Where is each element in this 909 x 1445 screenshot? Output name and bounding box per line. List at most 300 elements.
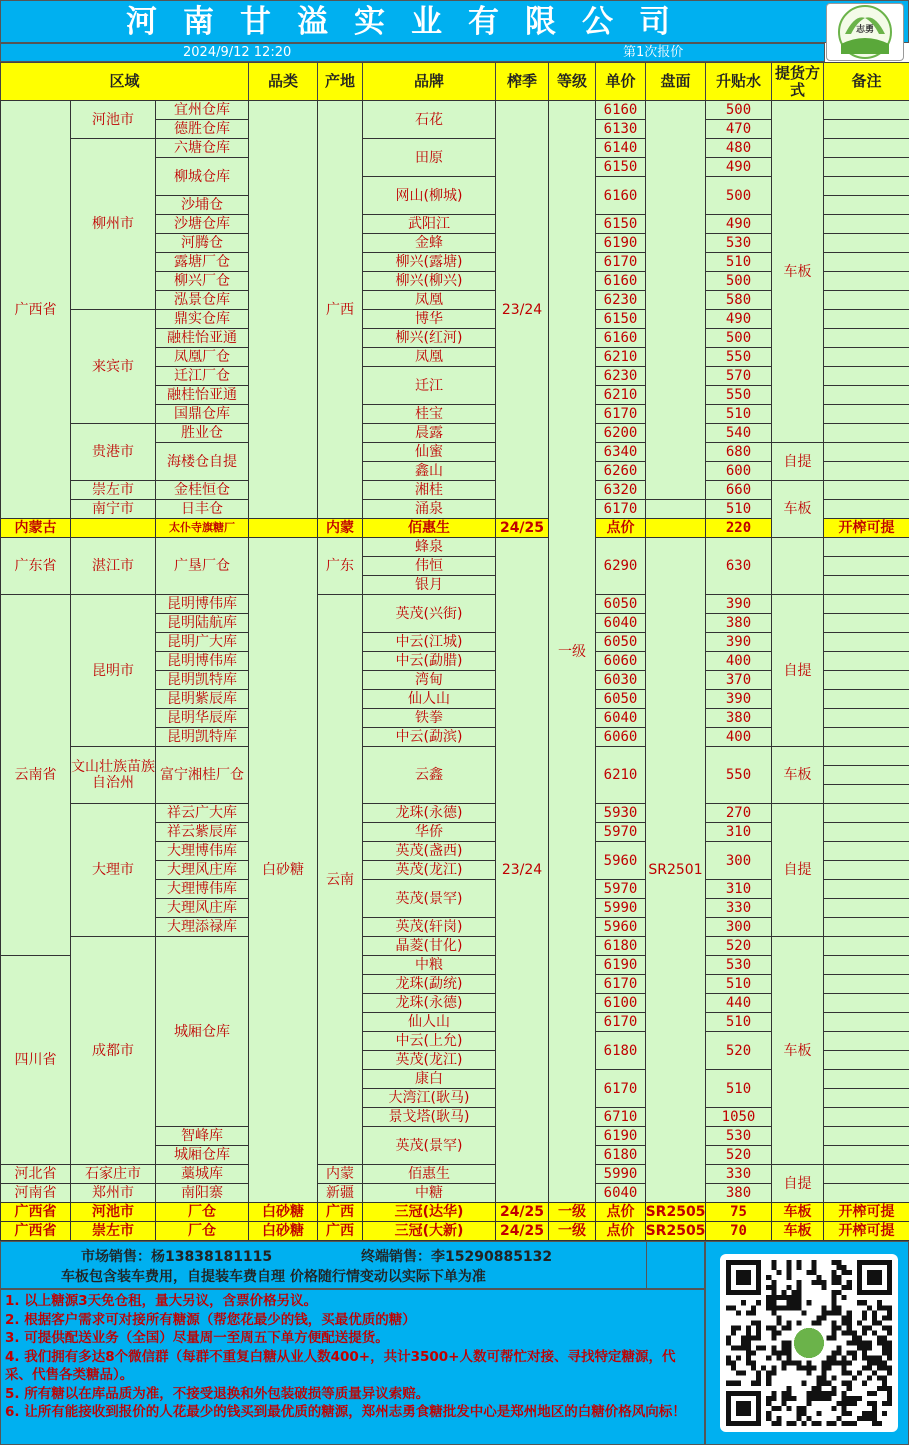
pickup-cell: 车板 bbox=[771, 746, 824, 804]
warehouse-cell: 城厢仓库 bbox=[155, 936, 249, 1127]
remark-cell bbox=[823, 442, 909, 462]
brand-cell: 英茂(龙江) bbox=[362, 860, 496, 880]
spread-cell: 310 bbox=[705, 879, 772, 899]
spread-cell: 510 bbox=[705, 252, 772, 272]
price-cell: 6040 bbox=[595, 613, 646, 633]
futures-cell bbox=[645, 518, 706, 538]
price-cell: 6210 bbox=[595, 347, 646, 367]
remark-cell bbox=[823, 195, 909, 215]
futures-cell: SR2505 bbox=[645, 1223, 706, 1239]
brand-cell: 龙珠(永德) bbox=[362, 993, 496, 1013]
city-cell: 崇左市 bbox=[70, 480, 156, 500]
header-price: 单价 bbox=[595, 62, 646, 101]
remark-cell bbox=[823, 100, 909, 120]
warehouse-cell: 河腾仓 bbox=[155, 233, 249, 253]
city-cell: 成都市 bbox=[70, 936, 156, 1165]
warehouse-cell: 广垦厂仓 bbox=[155, 537, 249, 595]
spread-cell: 400 bbox=[705, 651, 772, 671]
warehouse-cell: 国鼎仓库 bbox=[155, 404, 249, 424]
remark-cell bbox=[823, 328, 909, 348]
price-cell: 6230 bbox=[595, 290, 646, 310]
warehouse-cell: 昆明凯特库 bbox=[155, 670, 249, 690]
remark-cell bbox=[823, 727, 909, 747]
price-cell: 5960 bbox=[595, 917, 646, 937]
remark-cell bbox=[823, 290, 909, 310]
origin-cell: 广东 bbox=[317, 537, 363, 595]
price-cell: 6210 bbox=[595, 385, 646, 405]
brand-cell: 铁拳 bbox=[362, 708, 496, 728]
remark-cell bbox=[823, 841, 909, 861]
brand-cell: 中云(勐滨) bbox=[362, 727, 496, 747]
brand-cell: 银月 bbox=[362, 575, 496, 595]
brand-cell: 柳兴(柳兴) bbox=[362, 271, 496, 291]
warehouse-cell: 六塘仓库 bbox=[155, 138, 249, 158]
brand-cell: 龙珠(永德) bbox=[362, 803, 496, 823]
price-cell: 6290 bbox=[595, 537, 646, 595]
season-cell: 24/25 bbox=[495, 518, 549, 538]
qr-code[interactable] bbox=[720, 1254, 898, 1432]
warehouse-cell: 南阳寨 bbox=[155, 1183, 249, 1203]
term-item: 5. 所有糖以在库品质为准，不接受退换和外包装破损等质量异议索赔。 bbox=[5, 1385, 430, 1402]
company-logo bbox=[826, 3, 904, 61]
spread-cell: 680 bbox=[705, 442, 772, 462]
remark-cell bbox=[823, 803, 909, 823]
warehouse-cell: 昆明华辰库 bbox=[155, 708, 249, 728]
price-cell: 6050 bbox=[595, 632, 646, 652]
brand-cell: 晶菱(甘化) bbox=[362, 936, 496, 956]
warehouse-cell: 柳城仓库 bbox=[155, 157, 249, 196]
brand-cell: 英茂(龙江) bbox=[362, 1050, 496, 1070]
brand-cell: 三冠(达华) bbox=[362, 1202, 496, 1222]
price-cell: 5990 bbox=[595, 1164, 646, 1184]
price-cell: 6340 bbox=[595, 442, 646, 462]
city-cell: 昆明市 bbox=[70, 594, 156, 747]
term-item: 6. 让所有能接收到报价的人花最少的钱买到最优质的糖源，郑州志勇食糖批发中心是郑州地区的白糖价格风向标！ bbox=[5, 1404, 686, 1420]
brand-cell: 桂宝 bbox=[362, 404, 496, 424]
remark-cell bbox=[823, 556, 909, 576]
price-cell: 6100 bbox=[595, 993, 646, 1013]
remark-cell bbox=[823, 309, 909, 329]
spread-cell: 310 bbox=[705, 822, 772, 842]
term-item: 3. 可提供配送业务（全国）尽量周一至周五下单方便配送提货。 bbox=[5, 1330, 389, 1346]
province-cell: 云南省 bbox=[0, 594, 71, 956]
price-cell: 6140 bbox=[595, 138, 646, 158]
quote-round: 第1次报价 bbox=[623, 45, 684, 60]
brand-cell: 英茂(轩岗) bbox=[362, 917, 496, 937]
price-cell: 6170 bbox=[595, 974, 646, 994]
spread-cell: 510 bbox=[705, 404, 772, 424]
city-cell bbox=[70, 518, 156, 538]
price-cell: 点价 bbox=[595, 518, 646, 538]
brand-cell: 仙人山 bbox=[362, 689, 496, 709]
brand-cell: 田原 bbox=[362, 138, 496, 177]
spread-cell: 480 bbox=[705, 138, 772, 158]
spread-cell: 330 bbox=[705, 1164, 772, 1184]
remark-cell bbox=[823, 1183, 909, 1203]
header-brand: 品牌 bbox=[362, 62, 496, 101]
pickup-cell bbox=[771, 537, 824, 595]
page-title: 河南甘溢实业有限公司 bbox=[126, 4, 696, 40]
origin-cell: 广西 bbox=[317, 1221, 363, 1241]
spread-cell: 270 bbox=[705, 803, 772, 823]
pickup-cell: 自提 bbox=[771, 803, 824, 937]
remark-cell bbox=[823, 214, 909, 234]
brand-cell: 蜂泉 bbox=[362, 537, 496, 557]
price-cell: 6180 bbox=[595, 1031, 646, 1070]
brand-cell: 中云(勐腊) bbox=[362, 651, 496, 671]
category-cell bbox=[248, 518, 318, 538]
warehouse-cell: 大理风庄库 bbox=[155, 860, 249, 880]
warehouse-cell: 海楼仓自提 bbox=[155, 442, 249, 481]
price-cell: 6040 bbox=[595, 1183, 646, 1203]
pickup-cell: 车板 bbox=[771, 1202, 824, 1222]
remark-cell bbox=[823, 1107, 909, 1127]
brand-cell: 大湾江(耿马) bbox=[362, 1088, 496, 1108]
remark-cell bbox=[823, 271, 909, 291]
spread-cell: 400 bbox=[705, 727, 772, 747]
brand-cell: 仙蜜 bbox=[362, 442, 496, 462]
season-cell: 24/25 bbox=[495, 1202, 549, 1222]
warehouse-cell: 柳兴厂仓 bbox=[155, 271, 249, 291]
brand-cell: 伟恒 bbox=[362, 556, 496, 576]
spread-cell: 390 bbox=[705, 689, 772, 709]
term-item: 2. 根据客户需求可对接所有糖源（帮您花最少的钱，买最优质的糖） bbox=[5, 1311, 416, 1328]
price-cell: 6190 bbox=[595, 1126, 646, 1146]
warehouse-cell: 金桂恒仓 bbox=[155, 480, 249, 500]
city-cell: 贵港市 bbox=[70, 423, 156, 481]
header-season: 榨季 bbox=[495, 62, 549, 101]
header-grade: 等级 bbox=[548, 62, 596, 101]
futures-main: SR2501 bbox=[645, 537, 706, 1203]
city-cell: 崇左市 bbox=[70, 1221, 156, 1241]
price-table bbox=[0, 62, 909, 1242]
warehouse-cell: 昆明凯特库 bbox=[155, 727, 249, 747]
term-item: 4. 我们拥有多达8个微信群（每群不重复白糖从业人数400+，共计3500+人数可帮忙对接、寻找特定糖源，代采、代售各类糖品）。 bbox=[5, 1348, 676, 1383]
spread-cell: 300 bbox=[705, 917, 772, 937]
remark-cell bbox=[823, 404, 909, 424]
spread-cell: 550 bbox=[705, 385, 772, 405]
pickup-cell: 自提 bbox=[771, 442, 824, 481]
city-cell: 文山壮族苗族自治州 bbox=[70, 746, 156, 804]
header-category: 品类 bbox=[248, 62, 318, 101]
remark-cell bbox=[823, 423, 909, 443]
spread-cell: 580 bbox=[705, 290, 772, 310]
category-cell: 白砂糖 bbox=[248, 1202, 318, 1222]
remark-cell bbox=[823, 499, 909, 519]
warehouse-cell: 富宁湘桂厂仓 bbox=[155, 746, 249, 804]
city-cell: 柳州市 bbox=[70, 138, 156, 310]
brand-cell: 景戈塔(耿马) bbox=[362, 1107, 496, 1127]
header-spread: 升贴水 bbox=[705, 62, 772, 101]
spread-cell: 390 bbox=[705, 632, 772, 652]
origin-cell: 云南 bbox=[317, 594, 363, 1165]
pickup-cell: 车板 bbox=[771, 100, 824, 443]
brand-cell: 网山(柳城) bbox=[362, 176, 496, 215]
price-cell: 6190 bbox=[595, 233, 646, 253]
spread-cell: 380 bbox=[705, 708, 772, 728]
remark-cell bbox=[823, 708, 909, 728]
price-cell: 6160 bbox=[595, 328, 646, 348]
price-cell: 6050 bbox=[595, 689, 646, 709]
origin-cell: 新疆 bbox=[317, 1183, 363, 1203]
remark-cell: 开榨可提 bbox=[823, 518, 909, 538]
remark-cell bbox=[823, 917, 909, 937]
spread-cell: 220 bbox=[705, 518, 772, 538]
remark-cell bbox=[823, 1088, 909, 1108]
remark-cell bbox=[823, 613, 909, 633]
price-cell: 6060 bbox=[595, 727, 646, 747]
spread-cell: 510 bbox=[705, 974, 772, 994]
spread-cell: 390 bbox=[705, 594, 772, 614]
remark-cell bbox=[823, 879, 909, 899]
remark-cell bbox=[823, 993, 909, 1013]
spread-cell: 530 bbox=[705, 233, 772, 253]
warehouse-cell: 鼎实仓库 bbox=[155, 309, 249, 329]
remark-cell bbox=[823, 1050, 909, 1070]
province-cell: 内蒙古 bbox=[0, 518, 71, 538]
price-cell: 6160 bbox=[595, 176, 646, 215]
spread-cell: 490 bbox=[705, 214, 772, 234]
spread-cell: 520 bbox=[705, 936, 772, 956]
warehouse-cell: 融桂怡亚通 bbox=[155, 328, 249, 348]
remark-cell bbox=[823, 480, 909, 500]
warehouse-cell: 祥云广大库 bbox=[155, 803, 249, 823]
spread-cell: 470 bbox=[705, 119, 772, 139]
spread-cell: 510 bbox=[705, 1069, 772, 1108]
remark-cell bbox=[823, 822, 909, 842]
remark-cell bbox=[823, 366, 909, 386]
brand-cell: 英茂(景罕) bbox=[362, 879, 496, 918]
season-cell: 24/25 bbox=[495, 1221, 549, 1241]
warehouse-cell: 宜州仓库 bbox=[155, 100, 249, 120]
origin-cell: 广西 bbox=[317, 1202, 363, 1222]
warehouse-cell: 迁江厂仓 bbox=[155, 366, 249, 386]
spread-cell: 600 bbox=[705, 461, 772, 481]
pickup-cell: 自提 bbox=[771, 1164, 824, 1203]
warehouse-cell: 融桂怡亚通 bbox=[155, 385, 249, 405]
brand-cell: 佰惠生 bbox=[362, 1164, 496, 1184]
city-cell: 郑州市 bbox=[70, 1183, 156, 1203]
header-futures: 盘面 bbox=[645, 62, 706, 101]
spread-cell: 520 bbox=[705, 1031, 772, 1070]
brand-cell: 云鑫 bbox=[362, 746, 496, 804]
price-cell: 点价 bbox=[595, 1221, 646, 1241]
spread-cell: 500 bbox=[705, 271, 772, 291]
price-cell: 6170 bbox=[595, 1012, 646, 1032]
remark-cell bbox=[823, 898, 909, 918]
remark-cell bbox=[823, 974, 909, 994]
spread-cell: 510 bbox=[705, 499, 772, 519]
term-item: 1. 以上糖源3天免仓租，量大另议，含票价格另议。 bbox=[5, 1293, 318, 1309]
remark-cell bbox=[823, 157, 909, 177]
price-cell: 6170 bbox=[595, 404, 646, 424]
brand-cell: 英茂(盏西) bbox=[362, 841, 496, 861]
brand-cell: 英茂(景罕) bbox=[362, 1126, 496, 1165]
header-pickup: 提货方式 bbox=[771, 62, 824, 101]
remark-cell bbox=[823, 689, 909, 709]
price-cell: 6150 bbox=[595, 214, 646, 234]
city-cell: 河池市 bbox=[70, 1202, 156, 1222]
brand-cell: 龙珠(勐统) bbox=[362, 974, 496, 994]
warehouse-cell: 藁城库 bbox=[155, 1164, 249, 1184]
spread-cell: 440 bbox=[705, 993, 772, 1013]
price-cell: 6130 bbox=[595, 119, 646, 139]
spread-cell: 500 bbox=[705, 328, 772, 348]
remark-cell bbox=[823, 632, 909, 652]
spread-cell: 500 bbox=[705, 100, 772, 120]
price-cell: 6210 bbox=[595, 746, 646, 804]
warehouse-cell: 大理博伟库 bbox=[155, 841, 249, 861]
header-remark: 备注 bbox=[823, 62, 909, 101]
futures-cell bbox=[645, 100, 706, 500]
season-cell: 23/24 bbox=[495, 537, 549, 1203]
price-cell: 6040 bbox=[595, 708, 646, 728]
market-sales-contact: 市场销售：杨13838181115 bbox=[81, 1249, 273, 1265]
header-region: 区域 bbox=[0, 62, 249, 101]
spread-cell: 370 bbox=[705, 670, 772, 690]
city-cell: 河池市 bbox=[70, 100, 156, 139]
pickup-cell: 自提 bbox=[771, 594, 824, 747]
warehouse-cell: 厂仓 bbox=[155, 1221, 249, 1241]
qr-code-icon bbox=[726, 1260, 892, 1426]
terminal-sales-contact: 终端销售：李15290885132 bbox=[361, 1249, 553, 1265]
pickup-cell: 车板 bbox=[771, 936, 824, 1165]
price-cell: 6030 bbox=[595, 670, 646, 690]
brand-cell: 博华 bbox=[362, 309, 496, 329]
warehouse-cell: 昆明博伟库 bbox=[155, 594, 249, 614]
footer-spacer bbox=[646, 1242, 706, 1290]
grade-main: 一级 bbox=[548, 100, 596, 1203]
grade-cell: 一级 bbox=[548, 1221, 596, 1241]
futures-cell bbox=[645, 499, 706, 519]
brand-cell: 英茂(兴街) bbox=[362, 594, 496, 633]
spread-cell: 510 bbox=[705, 1012, 772, 1032]
remark-cell bbox=[823, 651, 909, 671]
spread-cell: 530 bbox=[705, 955, 772, 975]
category-cell: 白砂糖 bbox=[248, 1221, 318, 1241]
spread-cell: 630 bbox=[705, 537, 772, 595]
city-cell: 来宾市 bbox=[70, 309, 156, 424]
brand-cell: 鑫山 bbox=[362, 461, 496, 481]
warehouse-cell: 泓景仓库 bbox=[155, 290, 249, 310]
origin-cell: 广西 bbox=[317, 100, 363, 519]
price-cell: 6180 bbox=[595, 936, 646, 956]
remark-cell bbox=[823, 1126, 909, 1146]
remark-cell bbox=[823, 176, 909, 196]
warehouse-cell: 沙埔仓 bbox=[155, 195, 249, 215]
city-cell: 南宁市 bbox=[70, 499, 156, 519]
brand-cell: 涌泉 bbox=[362, 499, 496, 519]
remark-cell bbox=[823, 537, 909, 557]
qr-panel bbox=[705, 1241, 909, 1445]
warehouse-cell: 太仆寺旗糖厂 bbox=[155, 518, 249, 538]
brand-cell: 金蜂 bbox=[362, 233, 496, 253]
brand-cell: 佰惠生 bbox=[362, 518, 496, 538]
brand-cell: 石花 bbox=[362, 100, 496, 139]
brand-cell: 武阳江 bbox=[362, 214, 496, 234]
warehouse-cell: 智峰库 bbox=[155, 1126, 249, 1146]
brand-cell: 迁江 bbox=[362, 366, 496, 405]
brand-cell: 中云(江城) bbox=[362, 632, 496, 652]
warehouse-cell: 胜业仓 bbox=[155, 423, 249, 443]
spread-cell: 75 bbox=[705, 1202, 772, 1222]
logo-label: 志勇 bbox=[855, 25, 874, 35]
province-cell: 河北省 bbox=[0, 1164, 71, 1184]
futures-cell: SR2505 bbox=[645, 1204, 706, 1220]
remark-cell: 开榨可提 bbox=[823, 1202, 909, 1222]
price-cell: 5960 bbox=[595, 841, 646, 880]
date-bar bbox=[0, 43, 825, 62]
spread-cell: 330 bbox=[705, 898, 772, 918]
spread-cell: 1050 bbox=[705, 1107, 772, 1127]
spread-cell: 570 bbox=[705, 366, 772, 386]
remark-cell bbox=[823, 955, 909, 975]
price-cell: 6050 bbox=[595, 594, 646, 614]
spread-cell: 550 bbox=[705, 746, 772, 804]
brand-cell: 湘桂 bbox=[362, 480, 496, 500]
remark-cell bbox=[823, 936, 909, 956]
warehouse-cell: 德胜仓库 bbox=[155, 119, 249, 139]
city-cell: 湛江市 bbox=[70, 537, 156, 595]
brand-cell: 晨露 bbox=[362, 423, 496, 443]
warehouse-cell: 大理博伟库 bbox=[155, 879, 249, 899]
warehouse-cell: 凤凰厂仓 bbox=[155, 347, 249, 367]
spread-cell: 70 bbox=[705, 1221, 772, 1241]
price-cell: 6170 bbox=[595, 1069, 646, 1108]
warehouse-cell: 厂仓 bbox=[155, 1202, 249, 1222]
remark-cell bbox=[823, 784, 909, 804]
brand-cell: 中糖 bbox=[362, 1183, 496, 1203]
brand-cell: 中云(上允) bbox=[362, 1031, 496, 1051]
price-cell: 6200 bbox=[595, 423, 646, 443]
price-cell: 点价 bbox=[595, 1202, 646, 1222]
remark-cell bbox=[823, 1145, 909, 1165]
city-cell: 石家庄市 bbox=[70, 1164, 156, 1184]
warehouse-cell: 昆明博伟库 bbox=[155, 651, 249, 671]
price-cell: 6190 bbox=[595, 955, 646, 975]
province-cell: 广西省 bbox=[0, 1202, 71, 1222]
spread-cell: 300 bbox=[705, 841, 772, 880]
remark-cell bbox=[823, 138, 909, 158]
category-main: 白砂糖 bbox=[248, 537, 318, 1203]
category-cell bbox=[248, 100, 318, 519]
remark-cell bbox=[823, 1031, 909, 1051]
origin-cell: 内蒙 bbox=[317, 518, 363, 538]
spread-cell: 490 bbox=[705, 157, 772, 177]
city-cell: 大理市 bbox=[70, 803, 156, 937]
spread-cell: 550 bbox=[705, 347, 772, 367]
price-cell: 6160 bbox=[595, 100, 646, 120]
remark-cell bbox=[823, 385, 909, 405]
warehouse-cell: 大理风庄库 bbox=[155, 898, 249, 918]
spread-cell: 660 bbox=[705, 480, 772, 500]
remark-cell bbox=[823, 347, 909, 367]
remark-cell bbox=[823, 594, 909, 614]
brand-cell: 康白 bbox=[362, 1069, 496, 1089]
title-bar bbox=[0, 0, 909, 43]
price-cell: 5970 bbox=[595, 822, 646, 842]
header-origin: 产地 bbox=[317, 62, 363, 101]
remark-cell bbox=[823, 1164, 909, 1184]
remark-cell bbox=[823, 119, 909, 139]
price-cell: 6060 bbox=[595, 651, 646, 671]
brand-cell: 柳兴(露塘) bbox=[362, 252, 496, 272]
province-cell: 广西省 bbox=[0, 1221, 71, 1241]
price-cell: 6150 bbox=[595, 309, 646, 329]
spread-cell: 540 bbox=[705, 423, 772, 443]
remark-cell bbox=[823, 252, 909, 272]
price-cell: 6180 bbox=[595, 1145, 646, 1165]
